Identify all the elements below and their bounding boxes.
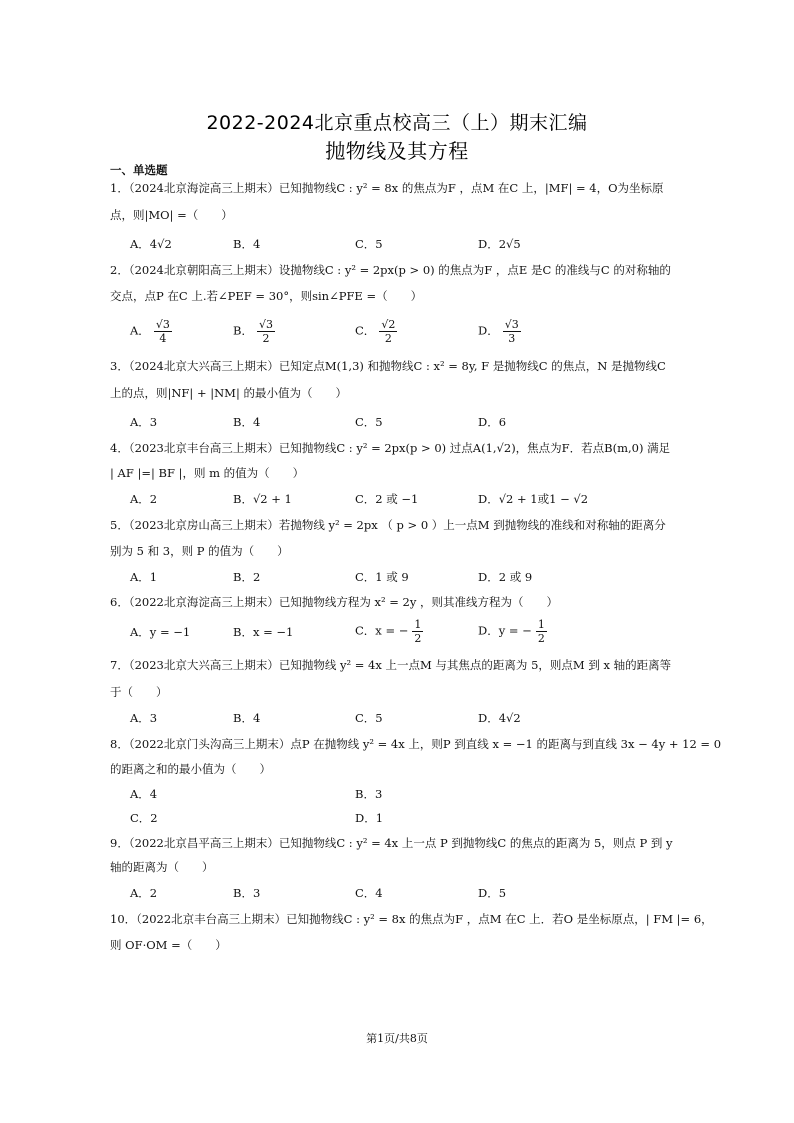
option-a[interactable]: A．y = −1: [130, 625, 191, 639]
option-d[interactable]: [478, 318, 521, 345]
option-d[interactable]: D．√2 + 1或1 − √2: [478, 492, 589, 506]
page-footer: 第1页/共8页: [366, 1032, 428, 1045]
option-d[interactable]: D．5: [478, 886, 507, 900]
question-9-options: [130, 885, 690, 903]
fraction: [379, 318, 397, 345]
question-10-line-2: 则 OF·OM =（ ）: [110, 938, 227, 952]
question-7-options: [130, 710, 690, 728]
question-3-line-1: 3．（2024北京大兴高三上期末）已知定点M(1,3) 和抛物线C : x² = 8y, F 是抛物线C 的焦点，N 是抛物线C: [110, 359, 666, 373]
option-a[interactable]: A．2: [130, 492, 158, 506]
question-1-line-1: 1．（2024北京海淀高三上期末）已知抛物线C : y² = 8x 的焦点为F ，点M 在C 上，|MF| = 4，O为坐标原: [110, 181, 664, 195]
option-c-label: C．: [355, 323, 376, 338]
denominator: 2: [262, 332, 270, 345]
question-5-line-1: 5．（2023北京房山高三上期末）若抛物线 y² = 2px （ p > 0 ）上一点M 到抛物线的准线和对称轴的距离分: [110, 518, 666, 532]
option-c[interactable]: [355, 618, 423, 645]
denominator: 2: [414, 632, 422, 645]
numerator: √2: [381, 318, 396, 331]
fraction: [257, 318, 275, 345]
section-heading: 一、单选题: [110, 163, 168, 177]
option-c[interactable]: C．5: [355, 711, 383, 725]
question-3-options: [130, 414, 690, 432]
option-d-label: D．: [478, 323, 499, 338]
fraction: [536, 618, 547, 645]
option-c[interactable]: C．2 或 −1: [355, 492, 419, 506]
denominator: 3: [508, 332, 516, 345]
option-b[interactable]: B．3: [233, 886, 261, 900]
option-a-label: A．: [130, 323, 150, 338]
denominator: 2: [537, 632, 545, 645]
option-d[interactable]: D．4√2: [478, 711, 521, 725]
option-a[interactable]: A．4√2: [130, 237, 172, 251]
numerator: √3: [155, 318, 170, 331]
numerator: 1: [537, 618, 545, 631]
question-9-line-2: 轴的距离为（ ）: [110, 860, 214, 874]
option-a[interactable]: A．4: [130, 787, 158, 801]
fraction: [154, 318, 172, 345]
option-a[interactable]: A．1: [130, 570, 158, 584]
option-b[interactable]: B．2: [233, 570, 261, 584]
question-8-options-row-2: [130, 810, 690, 828]
denominator: 4: [159, 332, 167, 345]
question-2-options: [130, 318, 690, 345]
option-c[interactable]: C．2: [130, 811, 158, 825]
option-c[interactable]: C．4: [355, 886, 383, 900]
numerator: 1: [414, 618, 422, 631]
question-6-line-1: 6．（2022北京海淀高三上期末）已知抛物线方程为 x² = 2y ，则其准线方程为（ ）: [110, 595, 558, 609]
option-d[interactable]: D．1: [355, 811, 384, 825]
option-d[interactable]: [478, 618, 547, 645]
option-b[interactable]: [233, 318, 275, 345]
numerator: √3: [258, 318, 273, 331]
fraction: [503, 318, 521, 345]
question-9-line-1: 9．（2022北京昌平高三上期末）已知抛物线C : y² = 4x 上一点 P 到抛物线C 的焦点的距离为 5，则点 P 到 y: [110, 836, 673, 850]
question-5-options: [130, 569, 690, 587]
option-d-label: D．y = −: [478, 623, 532, 638]
option-b[interactable]: B．x = −1: [233, 625, 294, 639]
option-a[interactable]: A．3: [130, 711, 158, 725]
denominator: 2: [384, 332, 392, 345]
question-6-options: [130, 618, 690, 645]
question-8-options-row-1: [130, 786, 690, 804]
option-c[interactable]: C．5: [355, 237, 383, 251]
question-4-line-1: 4．（2023北京丰台高三上期末）已知抛物线C : y² = 2px(p > 0) 过点A(1,√2)，焦点为F．若点B(m,0) 满足: [110, 441, 671, 455]
option-d[interactable]: D．2√5: [478, 237, 521, 251]
option-b[interactable]: B．4: [233, 711, 261, 725]
question-7-line-1: 7．（2023北京大兴高三上期末）已知抛物线 y² = 4x 上一点M 与其焦点的距离为 5，则点M 到 x 轴的距离等: [110, 658, 672, 672]
question-1-options: [130, 236, 690, 254]
option-c[interactable]: [355, 318, 397, 345]
option-a[interactable]: A．3: [130, 415, 158, 429]
option-d[interactable]: D．6: [478, 415, 507, 429]
question-3-line-2: 上的点，则|NF| + |NM| 的最小值为（ ）: [110, 386, 347, 400]
option-c-label: C．x = −: [355, 623, 409, 638]
question-4-options: [130, 491, 690, 509]
option-b[interactable]: B．3: [355, 787, 383, 801]
option-d[interactable]: D．2 或 9: [478, 570, 533, 584]
option-b[interactable]: B．4: [233, 237, 261, 251]
question-2-line-2: 交点，点P 在C 上.若∠PEF = 30°，则sin∠PFE =（ ）: [110, 289, 423, 303]
option-b[interactable]: B．4: [233, 415, 261, 429]
question-8-line-2: 的距离之和的最小值为（ ）: [110, 762, 271, 776]
question-8-line-1: 8．（2022北京门头沟高三上期末）点P 在抛物线 y² = 4x 上，则P 到直线 x = −1 的距离与到直线 3x − 4y + 12 = 0: [110, 737, 722, 751]
option-a[interactable]: [130, 318, 172, 345]
numerator: √3: [504, 318, 519, 331]
fraction: [412, 618, 423, 645]
question-7-line-2: 于（ ）: [110, 685, 168, 699]
question-5-line-2: 别为 5 和 3，则 P 的值为（ ）: [110, 544, 289, 558]
question-10-line-1: 10．（2022北京丰台高三上期末）已知抛物线C : y² = 8x 的焦点为F ，点M 在C 上．若O 是坐标原点，| FM |= 6，: [110, 912, 713, 926]
question-2-line-1: 2．（2024北京朝阳高三上期末）设抛物线C : y² = 2px(p > 0) 的焦点为F ，点E 是C 的准线与C 的对称轴的: [110, 263, 671, 277]
option-c[interactable]: C．1 或 9: [355, 570, 409, 584]
document-subtitle: 抛物线及其方程: [325, 139, 469, 163]
question-1-line-2: 点，则|MO| =（ ）: [110, 208, 233, 222]
option-a[interactable]: A．2: [130, 886, 158, 900]
option-b[interactable]: B．√2 + 1: [233, 492, 292, 506]
question-4-line-2: | AF |=| BF |，则 m 的值为（ ）: [110, 466, 305, 480]
document-title: 2022-2024北京重点校高三（上）期末汇编: [206, 112, 588, 134]
option-c[interactable]: C．5: [355, 415, 383, 429]
option-b-label: B．: [233, 323, 253, 338]
